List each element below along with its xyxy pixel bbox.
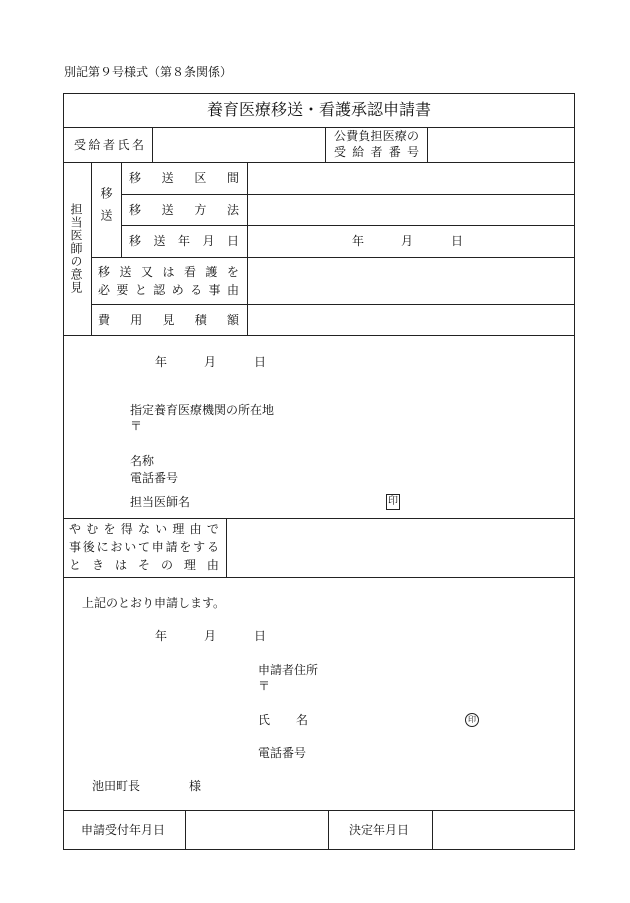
transfer-method-label: 移 送 方 法	[129, 203, 239, 217]
physician-opinion-label: 担当医師の意見	[69, 203, 83, 294]
late-reason-line2: 事 後 に お い て 申 請 を す る	[69, 540, 219, 554]
receipt-date-field[interactable]	[186, 811, 328, 849]
honorific-label: 様	[189, 779, 202, 793]
institution-phone-label: 電話番号	[130, 471, 179, 485]
applicant-address-label: 申請者住所	[258, 663, 319, 677]
applicant-phone-label: 電話番号	[258, 746, 307, 760]
transfer-date-year: 年	[352, 234, 365, 248]
recipient-number-field[interactable]	[428, 128, 574, 162]
physician-date-month: 月	[204, 355, 217, 369]
mayor-label: 池田町長	[92, 779, 141, 793]
form-reference: 別記第９号様式（第８条関係）	[64, 65, 233, 79]
transfer-date-month: 月	[401, 234, 414, 248]
public-cost-label-line2: 受 給 者 番 号	[334, 145, 419, 159]
transfer-date-day: 日	[451, 234, 464, 248]
form-title: 養育医療移送・看護承認申請書	[206, 100, 431, 119]
institution-postal-mark: 〒	[130, 419, 143, 433]
physician-name-label: 担当医師名	[130, 495, 191, 509]
public-cost-label-line1: 公 費 負 担 医 療 の	[334, 129, 419, 143]
physician-seal-icon: 印	[386, 494, 400, 510]
reason-label-line2: 必 要 と 認 め る 事 由	[98, 283, 239, 297]
applicant-name-given-label: 名	[296, 713, 309, 727]
applicant-seal-icon: 印	[465, 713, 479, 727]
application-date-year: 年	[155, 629, 168, 643]
cost-estimate-label: 費 用 見 積 額	[98, 313, 239, 327]
late-reason-line1: や む を 得 な い 理 由 で	[69, 522, 219, 536]
recipient-name-label: 受 給 者 氏 名	[74, 138, 144, 152]
reason-field[interactable]	[248, 258, 574, 304]
institution-name-label: 名称	[130, 454, 155, 468]
applicant-postal-mark: 〒	[258, 679, 271, 693]
receipt-date-label: 申請受付年月日	[81, 823, 166, 837]
late-reason-field[interactable]	[227, 519, 574, 577]
reason-label-line1: 移 送 又 は 看 護 を	[98, 265, 239, 279]
decision-date-field[interactable]	[433, 811, 574, 849]
applicant-name-surname-label: 氏	[258, 713, 271, 727]
transfer-section-label: 移 送 区 間	[129, 171, 239, 185]
application-date-day: 日	[254, 629, 267, 643]
application-statement: 上記のとおり申請します。	[82, 596, 226, 610]
transfer-method-field[interactable]	[248, 195, 574, 225]
transfer-label: 移送	[99, 187, 113, 231]
decision-date-label: 決定年月日	[349, 823, 410, 837]
recipient-name-field[interactable]	[153, 128, 325, 162]
physician-date-day: 日	[254, 355, 267, 369]
transfer-section-field[interactable]	[248, 163, 574, 194]
application-date-month: 月	[204, 629, 217, 643]
cost-estimate-field[interactable]	[248, 305, 574, 335]
physician-date-year: 年	[155, 355, 168, 369]
late-reason-line3: と き は そ の 理 由	[69, 558, 219, 572]
transfer-date-label: 移 送 年 月 日	[129, 234, 239, 248]
institution-address-label: 指定養育医療機関の所在地	[130, 403, 275, 417]
